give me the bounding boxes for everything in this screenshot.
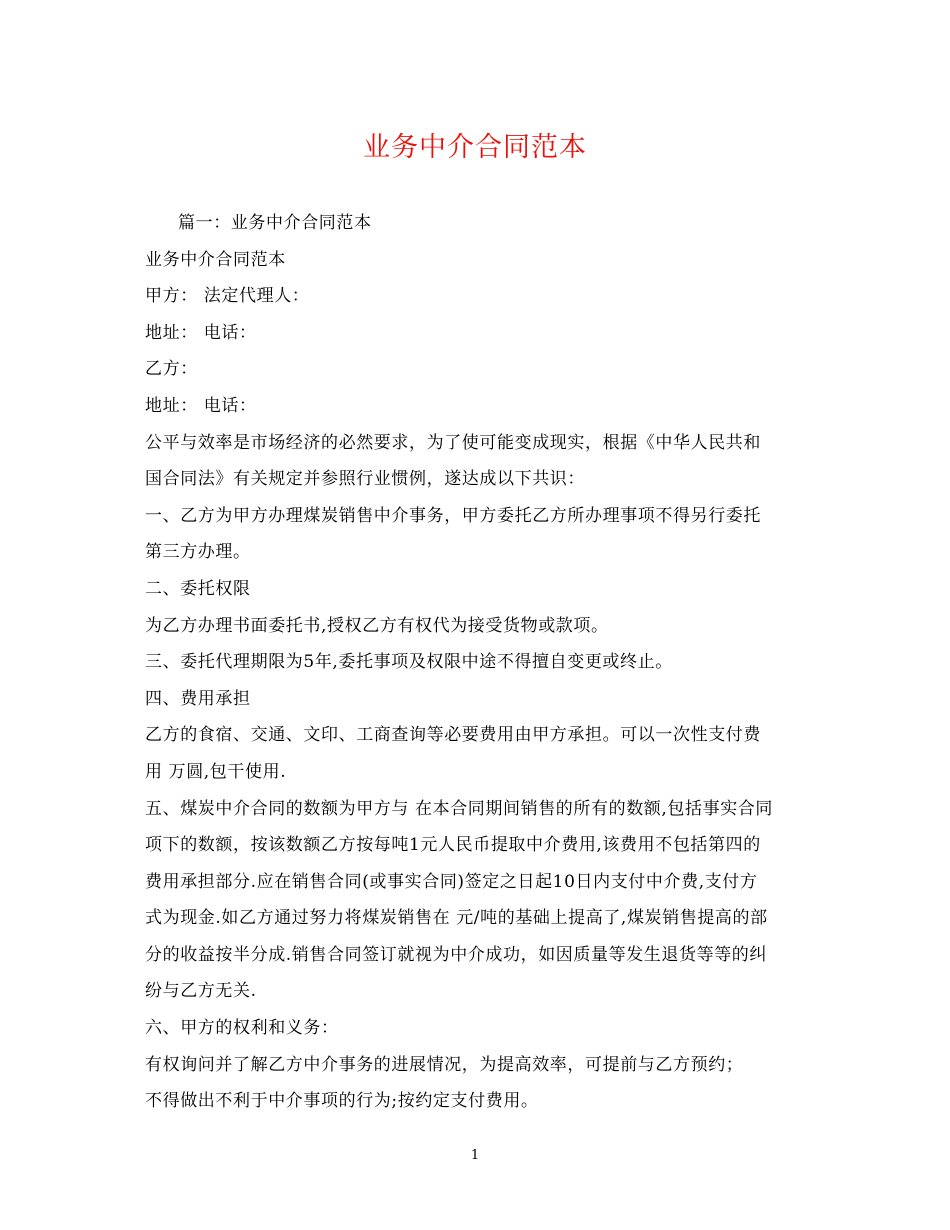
page-number: 1 <box>470 1148 480 1163</box>
clause-line: 费用承担部分.应在销售合同(或事实合同)签定之日起10日内支付中介费,支付方 <box>145 871 758 892</box>
clause-line: 纷与乙方无关. <box>145 981 257 1002</box>
clause-heading: 六、甲方的权利和义务： <box>145 1018 339 1039</box>
clause-line: 式为现金.如乙方通过努力将煤炭销售在 元/吨的基础上提高了,煤炭销售提高的部 <box>145 908 768 929</box>
party-a-address-line: 地址： 电话： <box>145 322 257 343</box>
document-body <box>145 205 825 1120</box>
clause-line: 第三方办理。 <box>145 542 251 563</box>
section-heading: 篇一：业务中介合同范本 <box>178 213 372 233</box>
clause-line: 乙方的食宿、交通、文印、工商查询等必要费用由甲方承担。可以一次性支付费 <box>145 725 761 746</box>
clause-line: 不得做出不利于中介事项的行为;按约定支付费用。 <box>145 1091 539 1112</box>
preamble-line: 公平与效率是市场经济的必然要求，为了使可能变成现实，根据《中华人民共和 <box>145 432 761 453</box>
party-a-line: 甲方： 法定代理人： <box>145 286 310 307</box>
clause-heading: 四、费用承担 <box>145 688 251 709</box>
clause-line: 一、乙方为甲方办理煤炭销售中介事务，甲方委托乙方所办理事项不得另行委托 <box>145 505 761 526</box>
clause-line: 分的收益按半分成.销售合同签订就视为中介成功，如因质量等发生退货等等的纠 <box>145 944 768 965</box>
contract-name: 业务中介合同范本 <box>145 249 286 270</box>
clause-line: 项下的数额，按该数额乙方按每吨1元人民币提取中介费用,该费用不包括第四的 <box>145 835 761 856</box>
clause-line: 有权询问并了解乙方中介事务的进展情况，为提高效率，可提前与乙方预约； <box>145 1054 744 1075</box>
clause-line: 三、委托代理期限为5年,委托事项及权限中途不得擅自变更或终止。 <box>145 652 673 673</box>
clause-heading: 二、委托权限 <box>145 578 251 599</box>
clause-line: 五、煤炭中介合同的数额为甲方与 在本合同期间销售的所有的数额,包括事实合同 <box>145 798 774 819</box>
party-b-address-line: 地址： 电话： <box>145 395 257 416</box>
document-title: 业务中介合同范本 <box>363 132 587 163</box>
clause-line: 用 万圆,包干使用. <box>145 761 287 782</box>
preamble-line: 国合同法》有关规定并参照行业惯例，遂达成以下共识： <box>145 469 585 490</box>
party-b-line: 乙方： <box>145 359 198 380</box>
clause-line: 为乙方办理书面委托书,授权乙方有权代为接受货物或款项。 <box>145 615 609 636</box>
